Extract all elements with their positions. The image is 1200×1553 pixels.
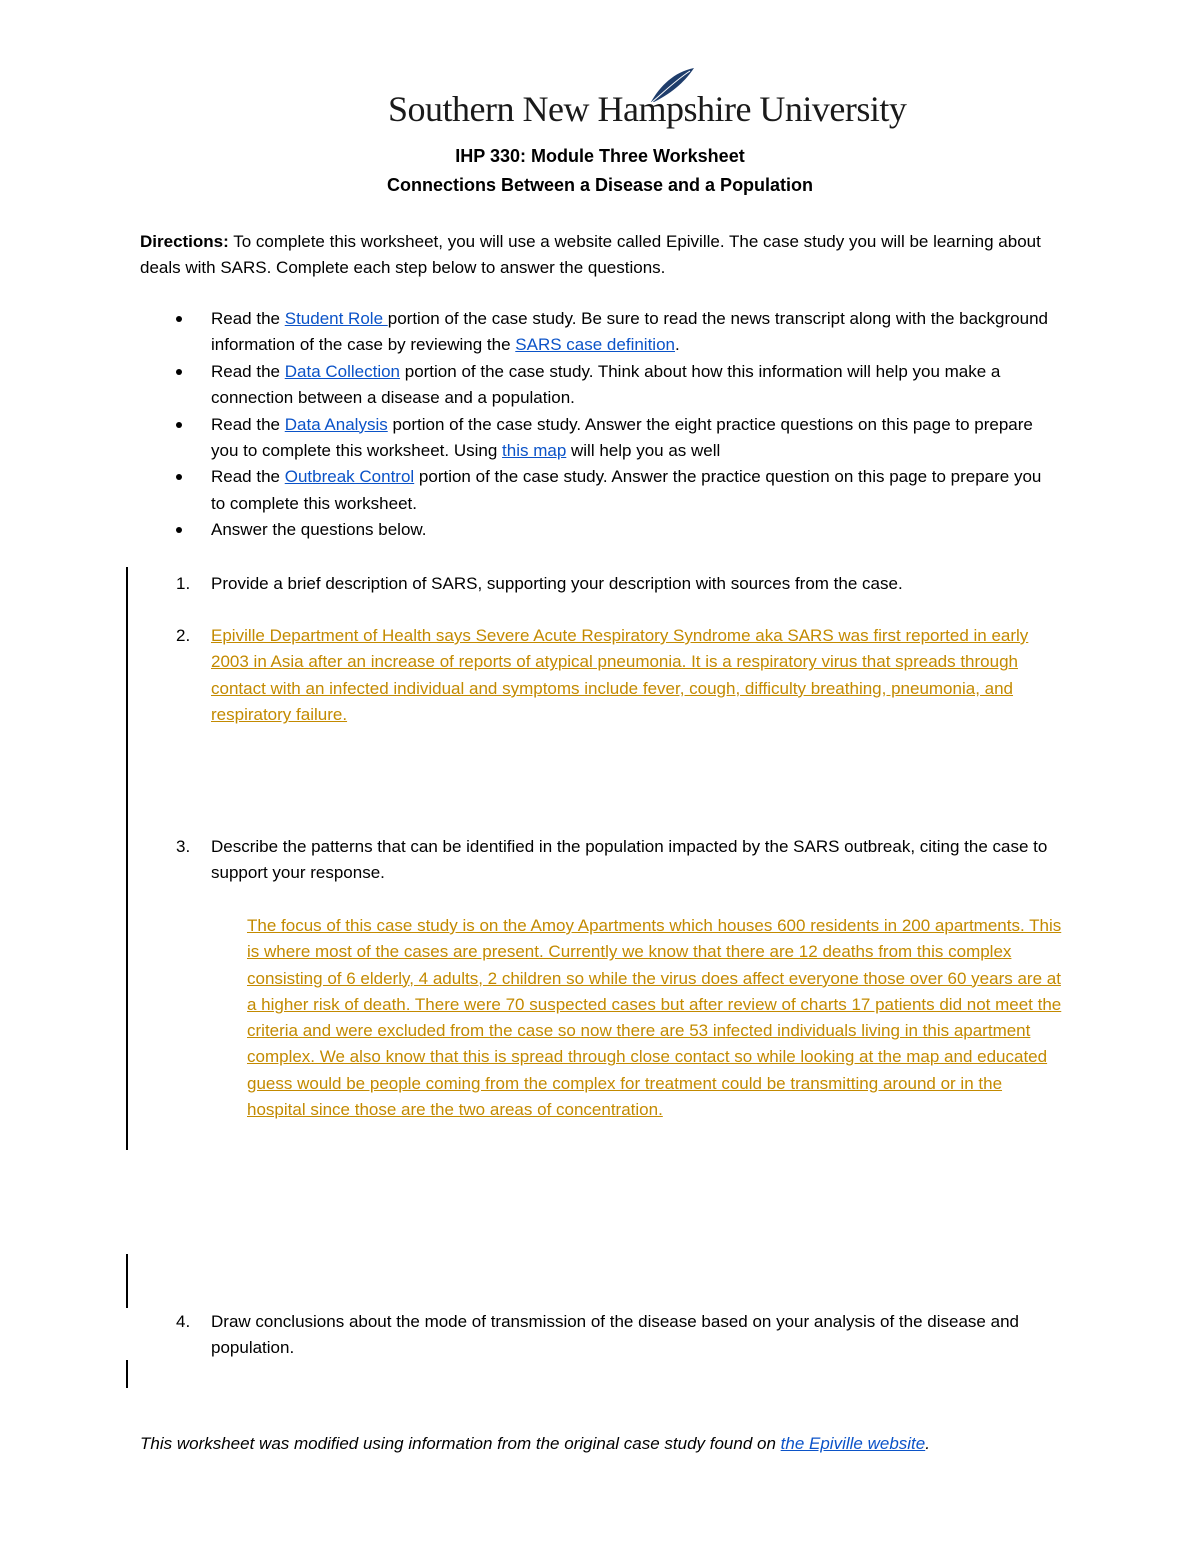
bullet-icon: [176, 527, 182, 533]
question-number: 1.: [176, 574, 191, 593]
question-3: [176, 834, 1056, 887]
list-item: Read the Data Analysis portion of the case study. Answer the eight practice questions on this page to prepare you to complete this worksheet. Using this map will help you as well: [140, 412, 1060, 465]
question-2: [176, 623, 1056, 729]
student-role-link[interactable]: Student Role: [284, 309, 388, 328]
instruction-list: [140, 306, 1060, 544]
question-1: [176, 571, 1056, 597]
sars-case-definition-link[interactable]: SARS case definition: [515, 335, 675, 355]
page-subtitle: Connections Between a Disease and a Population: [386, 175, 814, 195]
list-item: Answer the questions below.: [140, 517, 1060, 543]
footer-note: This worksheet was modified using information from the original case study found on the Epiville website.: [140, 1434, 930, 1453]
change-bar: [126, 567, 128, 1150]
list-item: Read the Data Collection portion of the case study. Think about how this information will help you make a connection between a disease and a population.: [140, 359, 1060, 412]
directions-label: Directions:: [140, 232, 229, 251]
answer-text: Epiville Department of Health says Severe Acute Respiratory Syndrome aka SARS was first reported in early 2003 in Asia after an increase of reports of atypical pneumonia. It is a respiratory virus that spreads through contact with an infected individual and symptoms include fever, cough, difficulty breathing, pneumonia, and respiratory failure.: [211, 626, 1029, 725]
bullet-icon: [176, 474, 182, 480]
bullet-icon: [176, 369, 182, 375]
data-analysis-link[interactable]: Data Analysis: [284, 414, 388, 434]
bullet-icon: [176, 422, 182, 428]
question-number: 4.: [176, 1312, 191, 1331]
question-text: Draw conclusions about the mode of transmission of the disease based on your analysis of the disease and population.: [211, 1312, 1019, 1358]
outbreak-control-link[interactable]: Outbreak Control: [284, 467, 415, 487]
change-bar: [126, 1360, 128, 1388]
logo-text: Southern New Hampshire University: [388, 89, 907, 129]
epiville-website-link[interactable]: the Epiville website: [780, 1434, 926, 1453]
question-text: Provide a brief description of SARS, supporting your description with sources from the case.: [211, 574, 903, 593]
question-text: Describe the patterns that can be identified in the population impacted by the SARS outbreak, citing the case to support your response.: [211, 837, 1048, 883]
list-item: Read the Student Role portion of the case study. Be sure to read the news transcript along with the background information of the case by reviewing the SARS case definition.: [140, 306, 1060, 359]
bullet-icon: [176, 316, 182, 322]
page-title: IHP 330: Module Three Worksheet: [455, 146, 745, 166]
data-collection-link[interactable]: Data Collection: [284, 361, 401, 381]
university-logo: [388, 66, 907, 136]
directions-paragraph: [140, 229, 1060, 281]
answer-text: The focus of this case study is on the Amoy Apartments which houses 600 residents in 200 apartments. This is where most of the cases are present. Currently we know that there are 12 deaths from this complex consisting of 6 elderly, 4 adults, 2 children so while the virus does affect everyone those over 60 years are at a higher risk of death. There were 70 suspected cases but after review of charts 17 patients did not meet the criteria and were excluded from the case so now there are 53 infected individuals living in this apartment complex. We also know that this is spread through close contact so while looking at the map and educated guess would be people coming from the complex for treatment could be transmitting around or in the hospital since those are the two areas of concentration.: [247, 916, 1062, 1120]
question-number: 3.: [176, 837, 191, 856]
directions-text: To complete this worksheet, you will use a website called Epiville. The case study you will be learning about deals with SARS. Complete each step below to answer the questions.: [140, 232, 1041, 277]
this-map-link[interactable]: this map: [502, 441, 567, 461]
question-4: [176, 1309, 1056, 1362]
change-bar: [126, 1254, 128, 1308]
footer-text: This worksheet was modified using information from the original case study found on: [140, 1434, 781, 1453]
list-item: Read the Outbreak Control portion of the case study. Answer the practice question on this page to prepare you to complete this worksheet.: [140, 464, 1060, 517]
question-number: 2.: [176, 626, 191, 645]
